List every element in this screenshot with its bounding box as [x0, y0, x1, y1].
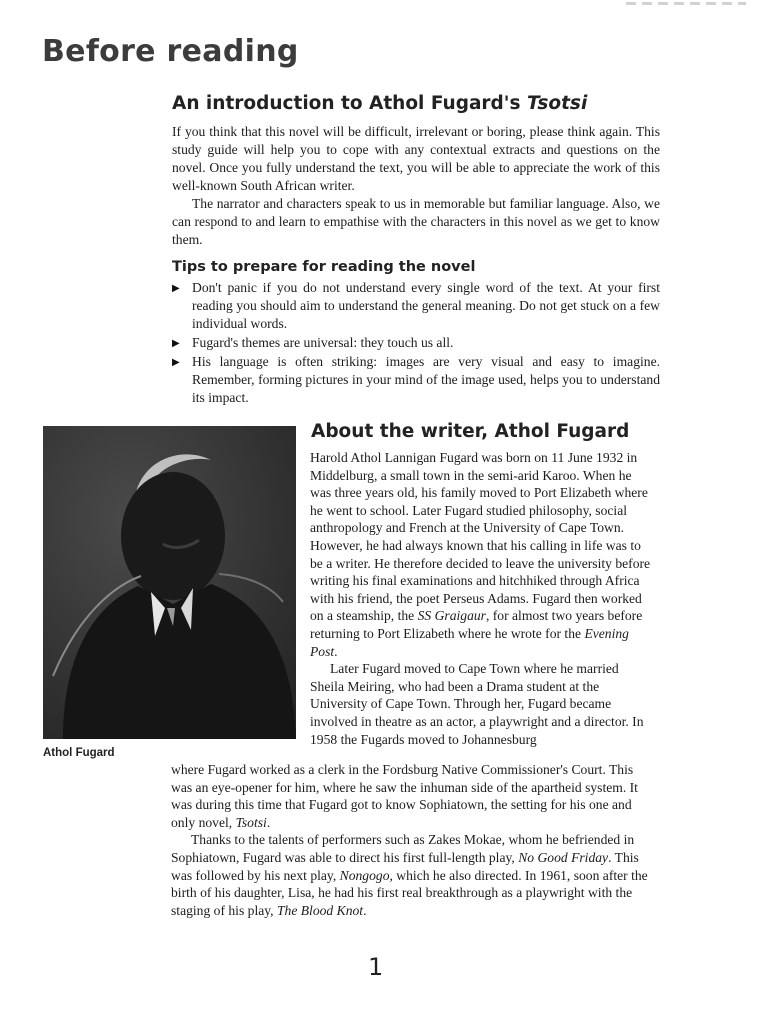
about-paragraph-2-cont — [171, 761, 655, 831]
photo-caption: Athol Fugard — [43, 747, 115, 759]
about-text: . — [266, 814, 271, 830]
tip-item — [170, 353, 660, 407]
triangle-bullet-icon: ▶ — [172, 357, 180, 368]
tip-item — [170, 279, 660, 333]
about-text: . — [363, 902, 367, 918]
about-text: . — [334, 643, 338, 659]
tips-list — [170, 279, 660, 408]
tip-item — [170, 334, 660, 352]
novel-title: Tsotsi — [235, 814, 267, 830]
about-paragraph-2-start: Later Fugard moved to Cape Town where he married Sheila Meiring, who had been a Drama student at the University of Cape Town. Through her, Fugard became involved in theatre as an actor, a playwright and a director. In 1958 the Fugards moved to Johannesburg — [310, 661, 644, 747]
tip-text: Don't panic if you do not understand every single word of the text. At your first reading you should aim to understand the general meaning. Do not get stuck on a few individual words. — [192, 280, 660, 331]
about-text: , which he also directed. In 1961, soon after the birth of his daughter, Lisa, he had his first real breakthrough as a playwright with the staging of his play, — [171, 867, 648, 918]
about-section-title: About the writer, Athol Fugard — [311, 421, 630, 442]
triangle-bullet-icon: ▶ — [172, 338, 180, 349]
author-photo — [43, 426, 296, 739]
newspaper-name: Evening Post — [310, 625, 629, 659]
about-text: Thanks to the talents of performers such as Zakes Mokae, whom he befriended in Sophiatown, Fugard was able to direct his first full-length play, — [171, 832, 635, 865]
page-number: 1 — [368, 953, 384, 981]
about-body-full-width — [171, 761, 655, 919]
about-paragraph-1 — [310, 449, 655, 660]
about-body-column — [310, 449, 655, 748]
about-text: Harold Athol Lannigan Fugard was born on 11 June 1932 in Middelburg, a small town in the semi-arid Karoo. When he was three years old, his family moved to Port Elizabeth where he went to school. Later Fugard studied philosophy, social anthropology and French at the University of Cape Town. However, he had always known that his calling in life was to be a writer. He therefore decided to leave the university before writing his final examinations and hitchhiked through Africa with his friend, the poet Perseus Adams. Fugard then worked on a steamship, the — [310, 450, 651, 624]
page-title: Before reading — [42, 34, 299, 69]
author-portrait-image — [43, 426, 296, 739]
intro-paragraph-1: If you think that this novel will be difficult, irrelevant or boring, please think again. This study guide will help you to cope with any contextual extracts and questions on the novel. Once you fully understand the text, you will be able to appreciate the work of this well-known South African writer. — [172, 124, 660, 193]
intro-paragraph-2: The narrator and characters speak to us in memorable but familiar language. Also, we can respond to and learn to empathise with the characters in this novel as we get to know them. — [172, 196, 660, 247]
triangle-bullet-icon: ▶ — [172, 283, 180, 294]
about-text: where Fugard worked as a clerk in the Fordsburg Native Commissioner's Court. This was an eye-opener for him, where he saw the inhuman side of the apartheid system. It was during this time that Fugard got to know Sophiatown, the setting for his one and only novel, — [171, 762, 638, 830]
intro-section-title — [172, 93, 587, 114]
tips-heading: Tips to prepare for reading the novel — [172, 259, 476, 275]
tip-text: Fugard's themes are universal: they touch us all. — [192, 335, 454, 350]
about-text: , for almost two years before returning to Port Elizabeth where he wrote for the — [310, 608, 643, 641]
intro-body — [172, 123, 660, 249]
scan-artifact — [626, 2, 746, 5]
about-paragraph-3 — [171, 831, 655, 919]
intro-title-text: An introduction to Athol Fugard's — [172, 93, 521, 114]
intro-title-italic: Tsotsi — [526, 93, 588, 114]
ship-name: SS Graigaur — [417, 608, 486, 624]
about-text: . This was followed by his next play, — [171, 849, 639, 883]
tip-text: His language is often striking: images are very visual and easy to imagine. Remember, forming pictures in your mind of the image used, helps you to understand its impact. — [192, 354, 660, 405]
play-title: No Good Friday — [518, 849, 609, 865]
play-title: Nongogo — [339, 867, 390, 883]
play-title: The Blood Knot — [276, 902, 364, 918]
